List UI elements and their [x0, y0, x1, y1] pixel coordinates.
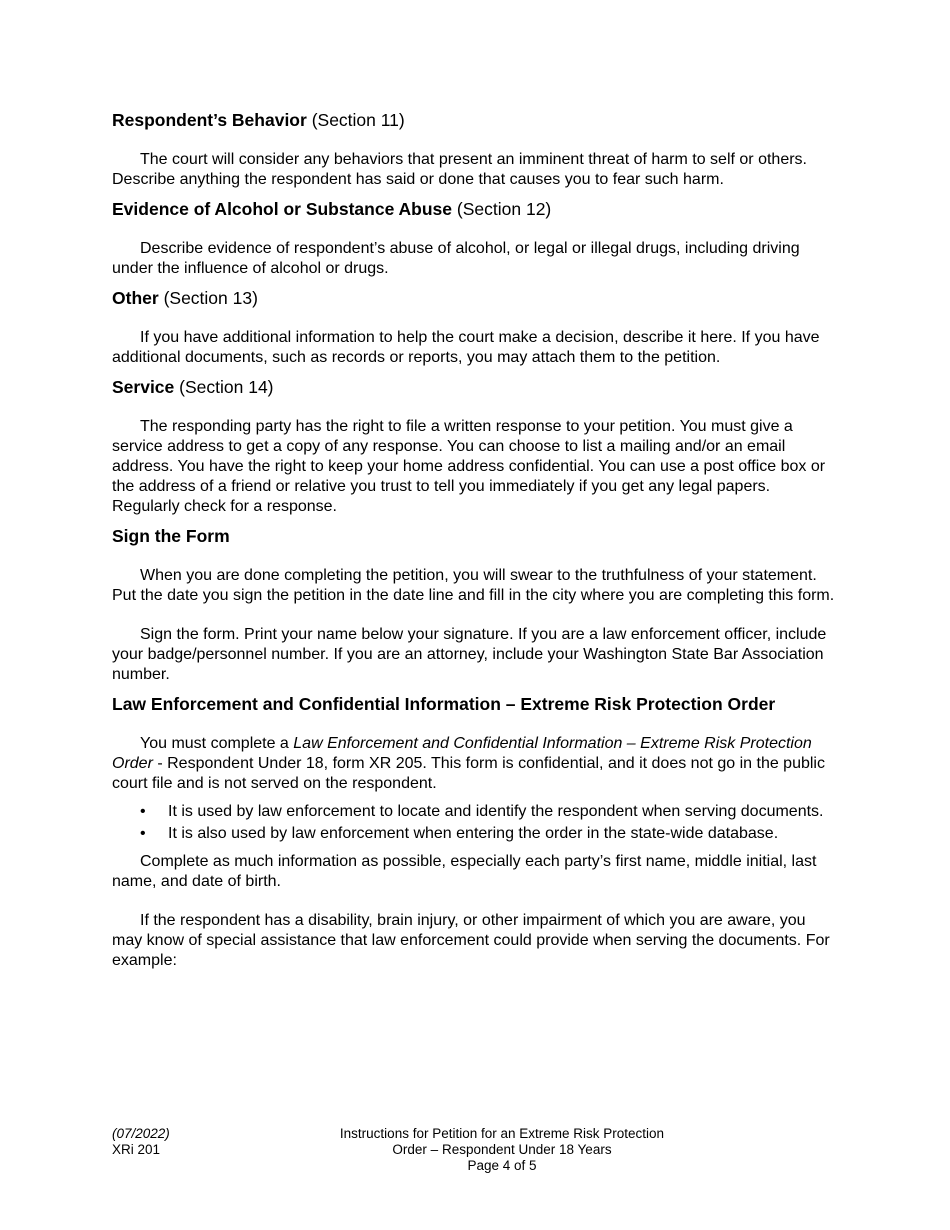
heading-sign-form — [112, 525, 840, 547]
paragraph-sign-1: When you are done completing the petition, you will swear to the truthfulness of your statement. Put the date you sign the petition in the date line and fill in the city where you are completing this form. — [112, 567, 835, 604]
heading-title: Sign the Form — [112, 526, 230, 546]
heading-title: Respondent’s Behavior — [112, 110, 307, 130]
heading-title: Evidence of Alcohol or Substance Abuse — [112, 199, 453, 219]
footer-date: (07/2022) — [112, 1126, 170, 1141]
intro-text-continued: - Respondent Under 18, form XR 205. This form is confidential, and it does not go in the public court file and is not served on the respondent. — [112, 755, 825, 792]
list-item — [112, 824, 840, 844]
heading-other — [112, 287, 840, 309]
list-item — [112, 802, 840, 822]
bullet-icon: • — [140, 825, 146, 842]
paragraph-law-intro — [112, 734, 840, 794]
bullet-icon: • — [140, 803, 146, 820]
footer-page-number: Page 4 of 5 — [467, 1158, 537, 1173]
paragraph-law-2: Complete as much information as possible, especially each party’s first name, middle initial, last name, and date of birth. — [112, 853, 817, 890]
bullet-list — [112, 802, 840, 844]
paragraph-service: The responding party has the right to file a written response to your petition. You must give a service address to get a copy of any response. You can choose to list a mailing and/or an email address. You have the right to keep your home address confidential. You can use a post office box or the address of a friend or relative you trust to tell you immediately if you get any legal papers. Regularly check for a response. — [112, 418, 826, 515]
form-title-italic: Law Enforcement and Confidential Information – Extreme Risk Protection Order — [112, 735, 812, 772]
list-item-text: It is also used by law enforcement when entering the order in the state-wide database. — [168, 825, 779, 842]
heading-law-enforcement — [112, 693, 840, 715]
footer-title-line2: Order – Respondent Under 18 Years — [392, 1142, 612, 1157]
heading-title: Other — [112, 288, 159, 308]
heading-section: (Section 11) — [311, 110, 405, 130]
intro-text: You must complete a — [140, 735, 294, 752]
paragraph-law-3: If the respondent has a disability, brain injury, or other impairment of which you are aware, you may know of special assistance that law enforcement could provide when serving the documents. For example: — [112, 912, 830, 969]
heading-respondent-behavior — [112, 109, 840, 131]
heading-service — [112, 376, 840, 398]
paragraph-behavior: The court will consider any behaviors that present an imminent threat of harm to self or others. Describe anything the respondent has said or done that causes you to fear such harm. — [112, 151, 807, 188]
paragraph-other: If you have additional information to help the court make a decision, describe it here. If you have additional documents, such as records or reports, you may attach them to the petition. — [112, 329, 820, 366]
list-item-text: It is used by law enforcement to locate and identify the respondent when serving documents. — [168, 803, 824, 820]
heading-section: (Section 14) — [179, 377, 274, 397]
heading-title: Law Enforcement and Confidential Information – Extreme Risk Protection Order — [112, 694, 776, 714]
heading-section: (Section 12) — [456, 199, 552, 219]
paragraph-substance: Describe evidence of respondent’s abuse of alcohol, or legal or illegal drugs, including driving under the influence of alcohol or drugs. — [112, 240, 800, 277]
heading-substance-abuse — [112, 198, 840, 220]
footer-title-line1: Instructions for Petition for an Extreme Risk Protection — [339, 1126, 665, 1141]
footer-form-code: XRi 201 — [112, 1142, 161, 1157]
document-body — [112, 109, 840, 971]
footer-title-block — [312, 1126, 692, 1174]
heading-section: (Section 13) — [163, 288, 258, 308]
paragraph-sign-2: Sign the form. Print your name below your signature. If you are a law enforcement officer, include your badge/personnel number. If you are an attorney, include your Washington State Bar Association number. — [112, 626, 827, 683]
heading-title: Service — [112, 377, 175, 397]
footer-form-info — [112, 1126, 170, 1158]
